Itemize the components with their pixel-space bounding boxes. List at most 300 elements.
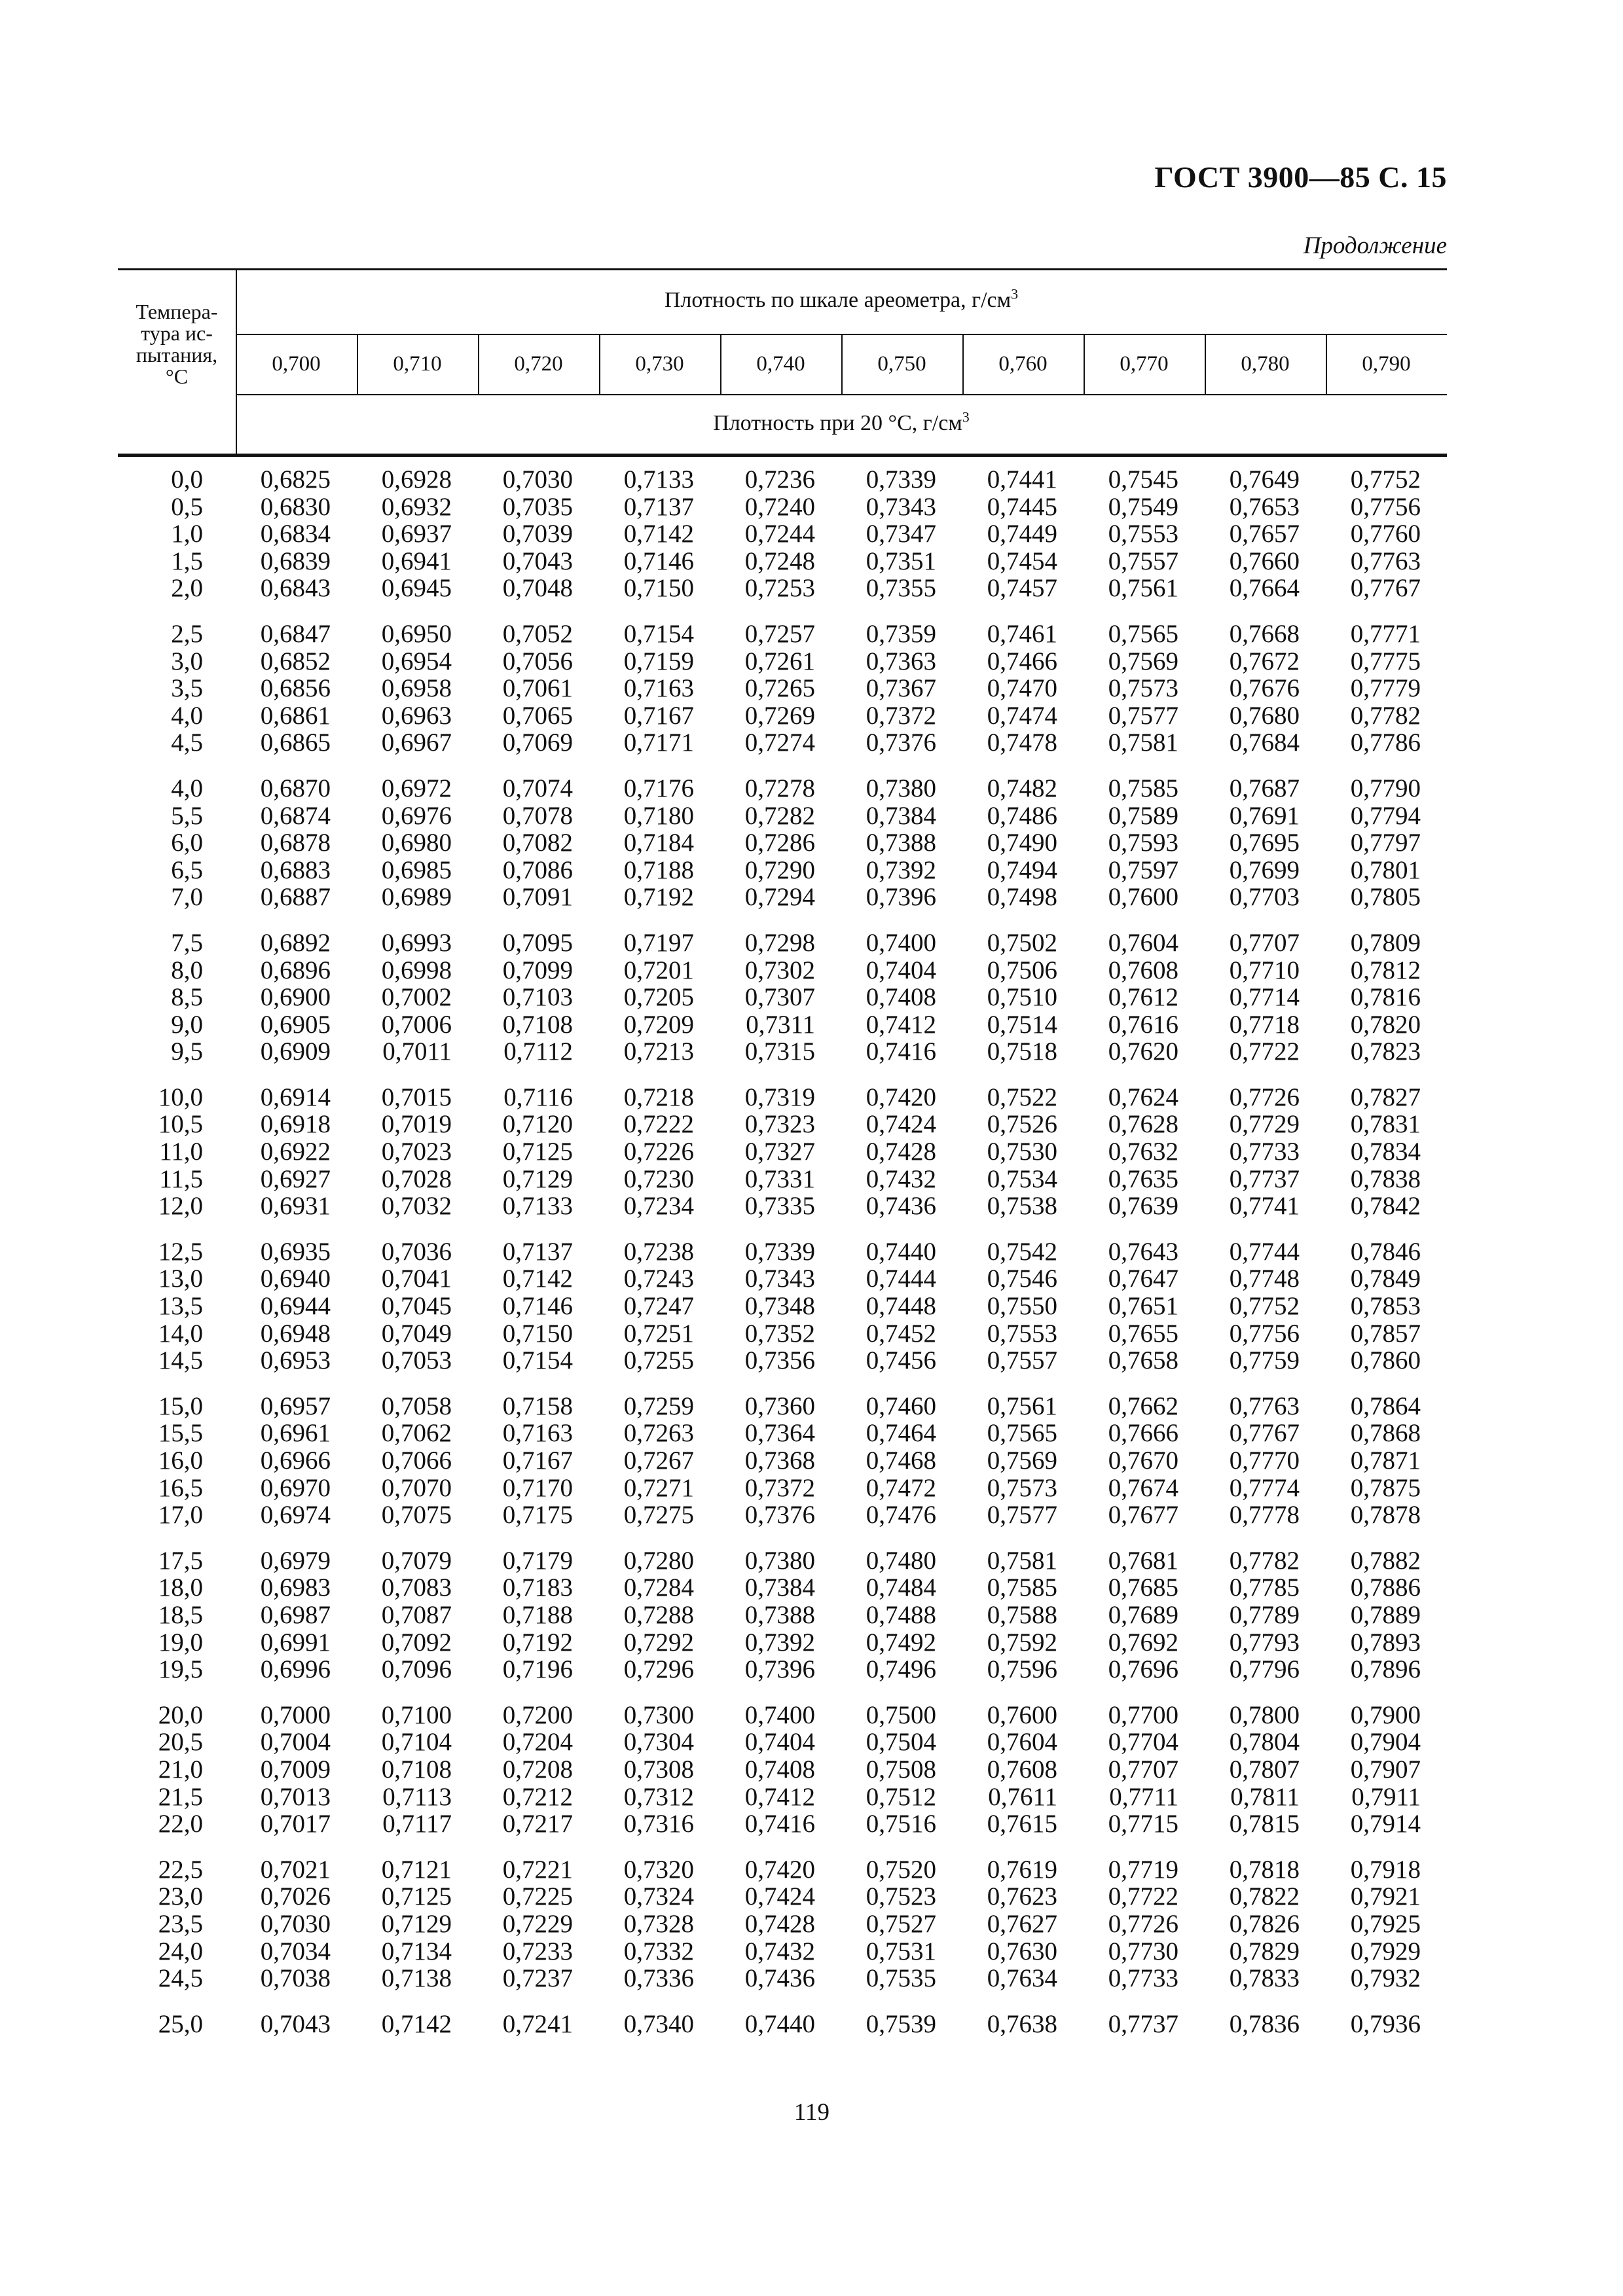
- temperature-cell: 22,0: [158, 1810, 203, 1839]
- density-cell: 0,7805: [1350, 883, 1421, 912]
- density-cell: 0,7263: [623, 1419, 694, 1448]
- unit-superscript: 3: [962, 408, 970, 425]
- density-cell: 0,7096: [381, 1655, 452, 1684]
- density-cell: 0,7581: [987, 1546, 1057, 1575]
- density-cell: 0,7896: [1350, 1655, 1421, 1684]
- temperature-cell: 4,0: [171, 701, 203, 730]
- row-group: [118, 1238, 1447, 1374]
- density-cell: 0,7339: [744, 1237, 815, 1266]
- density-cell: 0,7129: [502, 1164, 573, 1193]
- density-cell: 0,7104: [381, 1728, 452, 1757]
- density-cell: 0,7782: [1229, 1546, 1300, 1575]
- density-cell: 0,7257: [744, 619, 815, 648]
- density-cell: 0,7125: [381, 1882, 452, 1911]
- density-cell: 0,7838: [1350, 1164, 1421, 1193]
- density-cell: 0,6985: [381, 855, 452, 884]
- density-cell: 0,7527: [866, 1909, 936, 1938]
- density-cell: 0,7400: [744, 1700, 815, 1729]
- density-cell: 0,7506: [987, 956, 1057, 984]
- density-cell: 0,7286: [744, 829, 815, 857]
- table-row: [118, 1629, 1447, 1657]
- density-cell: 0,7561: [987, 1391, 1057, 1420]
- density-cell: 0,7756: [1229, 1319, 1300, 1348]
- density-cell: 0,7470: [987, 674, 1057, 703]
- density-cell: 0,6900: [260, 983, 331, 1012]
- density-cell: 0,6935: [260, 1237, 331, 1266]
- density-cell: 0,7823: [1350, 1037, 1421, 1066]
- density-cell: 0,7444: [866, 1265, 936, 1293]
- density-cell: 0,7550: [987, 1292, 1057, 1321]
- density-cell: 0,7100: [381, 1700, 452, 1729]
- density-cell: 0,7815: [1229, 1810, 1300, 1839]
- density-cell: 0,7695: [1229, 829, 1300, 857]
- temperature-cell: 17,5: [158, 1546, 203, 1575]
- density-cell: 0,7244: [744, 520, 815, 548]
- density-cell: 0,6948: [260, 1319, 331, 1348]
- density-cell: 0,7639: [1108, 1192, 1178, 1221]
- temperature-cell: 11,0: [159, 1138, 203, 1166]
- temperature-cell: 2,0: [171, 574, 203, 603]
- density-cell: 0,7213: [623, 1037, 694, 1066]
- density-cell: 0,7472: [866, 1473, 936, 1502]
- density-cell: 0,7811: [1230, 1782, 1300, 1811]
- temperature-cell: 0,0: [171, 465, 203, 493]
- header-lower-rule: [236, 394, 1447, 395]
- density-cell: 0,7420: [744, 1855, 815, 1884]
- density-cell: 0,7416: [866, 1037, 936, 1066]
- density-cell: 0,7722: [1229, 1037, 1300, 1066]
- density-cell: 0,7412: [744, 1782, 815, 1811]
- density-cell: 0,6945: [381, 574, 452, 603]
- density-cell: 0,7911: [1351, 1782, 1421, 1811]
- density-cell: 0,7112: [503, 1037, 573, 1066]
- density-cell: 0,7175: [502, 1501, 573, 1530]
- density-table-body: [118, 466, 1447, 2056]
- density-cell: 0,7324: [623, 1882, 694, 1911]
- density-cell: 0,7480: [866, 1546, 936, 1575]
- column-divider: [478, 334, 479, 394]
- density-cell: 0,7569: [1108, 647, 1178, 675]
- table-row: [118, 1574, 1447, 1602]
- density-cell: 0,7445: [987, 492, 1057, 521]
- density-cell: 0,6991: [260, 1628, 331, 1657]
- density-cell: 0,6998: [381, 956, 452, 984]
- density-cell: 0,6834: [260, 520, 331, 548]
- density-cell: 0,7871: [1350, 1446, 1421, 1475]
- density-cell: 0,7553: [1108, 520, 1178, 548]
- density-cell: 0,7271: [623, 1473, 694, 1502]
- table-row: [118, 1347, 1447, 1374]
- density-cell: 0,7657: [1229, 520, 1300, 548]
- density-cell: 0,7818: [1229, 1855, 1300, 1884]
- density-cell: 0,7296: [623, 1655, 694, 1684]
- density-cell: 0,7886: [1350, 1573, 1421, 1602]
- density-cell: 0,7208: [502, 1755, 573, 1784]
- column-divider: [841, 334, 843, 394]
- table-row: [118, 775, 1447, 802]
- density-cell: 0,7280: [623, 1546, 694, 1575]
- temperature-cell: 13,5: [158, 1292, 203, 1321]
- density-cell: 0,7209: [623, 1010, 694, 1039]
- density-cell: 0,7074: [502, 774, 573, 802]
- temperature-cell: 15,5: [158, 1419, 203, 1448]
- density-cell: 0,6896: [260, 956, 331, 984]
- density-cell: 0,7134: [381, 1937, 452, 1965]
- table-row: [118, 702, 1447, 730]
- density-cell: 0,7359: [866, 619, 936, 648]
- density-cell: 0,7004: [260, 1728, 331, 1757]
- density-cell: 0,7384: [744, 1573, 815, 1602]
- density-cell: 0,6983: [260, 1573, 331, 1602]
- table-row: [118, 1166, 1447, 1193]
- temperature-cell: 12,5: [158, 1237, 203, 1266]
- density-cell: 0,6987: [260, 1600, 331, 1629]
- density-cell: 0,7396: [866, 883, 936, 912]
- density-cell: 0,7653: [1229, 492, 1300, 521]
- density-cell: 0,7332: [623, 1937, 694, 1965]
- density-cell: 0,7508: [866, 1755, 936, 1784]
- density-cell: 0,7836: [1229, 2009, 1300, 2038]
- density-cell: 0,7707: [1229, 928, 1300, 957]
- density-cell: 0,7549: [1108, 492, 1178, 521]
- density-cell: 0,6966: [260, 1446, 331, 1475]
- hydrometer-density-text: Плотность по шкале ареометра, г/см: [664, 288, 1012, 312]
- density-cell: 0,7304: [623, 1728, 694, 1757]
- density-cell: 0,7307: [744, 983, 815, 1012]
- density-cell: 0,6865: [260, 728, 331, 757]
- density-cell: 0,7627: [987, 1909, 1057, 1938]
- table-row: [118, 1784, 1447, 1811]
- density-cell: 0,7696: [1108, 1655, 1178, 1684]
- density-cell: 0,6928: [381, 465, 452, 493]
- density-cell: 0,7066: [381, 1446, 452, 1475]
- density-cell: 0,7597: [1108, 855, 1178, 884]
- density-cell: 0,7372: [744, 1473, 815, 1502]
- density-cell: 0,7312: [623, 1782, 694, 1811]
- hydrometer-column-header: 0,780: [1241, 352, 1290, 376]
- density-cell: 0,7904: [1350, 1728, 1421, 1757]
- table-row: [118, 1111, 1447, 1138]
- table-row: [118, 1420, 1447, 1447]
- density-cell: 0,7711: [1109, 1782, 1178, 1811]
- density-cell: 0,7829: [1229, 1937, 1300, 1965]
- temperature-cell: 6,0: [171, 829, 203, 857]
- temperature-cell: 22,5: [158, 1855, 203, 1884]
- density-cell: 0,7921: [1350, 1882, 1421, 1911]
- temperature-column-header: [118, 301, 236, 387]
- density-cell: 0,7546: [987, 1265, 1057, 1293]
- density-cell: 0,7116: [503, 1083, 573, 1111]
- table-row: [118, 1193, 1447, 1220]
- density-cell: 0,7017: [260, 1810, 331, 1839]
- row-group: [118, 929, 1447, 1066]
- density-cell: 0,6950: [381, 619, 452, 648]
- density-cell: 0,7315: [744, 1037, 815, 1066]
- hydrometer-column-header: 0,790: [1362, 352, 1411, 376]
- density-cell: 0,7120: [502, 1110, 573, 1139]
- table-row: [118, 1265, 1447, 1293]
- density-cell: 0,7043: [260, 2009, 331, 2038]
- density-cell: 0,7300: [623, 1700, 694, 1729]
- density-cell: 0,7827: [1350, 1083, 1421, 1111]
- table-row: [118, 493, 1447, 521]
- density-cell: 0,7565: [987, 1419, 1057, 1448]
- density-cell: 0,7030: [502, 465, 573, 493]
- density-cell: 0,7849: [1350, 1265, 1421, 1293]
- density-cell: 0,7440: [744, 2009, 815, 2038]
- temperature-cell: 3,0: [171, 647, 203, 675]
- row-group: [118, 2011, 1447, 2038]
- density-cell: 0,7218: [623, 1083, 694, 1111]
- density-cell: 0,7623: [987, 1882, 1057, 1911]
- temperature-cell: 7,0: [171, 883, 203, 912]
- density-cell: 0,7611: [988, 1782, 1057, 1811]
- temperature-cell: 16,0: [158, 1446, 203, 1475]
- density-cell: 0,7392: [866, 855, 936, 884]
- density-cell: 0,7436: [744, 1964, 815, 1993]
- density-cell: 0,7078: [502, 801, 573, 830]
- density-cell: 0,7292: [623, 1628, 694, 1657]
- density-cell: 0,7251: [623, 1319, 694, 1348]
- density-cell: 0,6976: [381, 801, 452, 830]
- density-cell: 0,7638: [987, 2009, 1057, 2038]
- density-cell: 0,7816: [1350, 983, 1421, 1012]
- density-cell: 0,7320: [623, 1855, 694, 1884]
- density-cell: 0,7376: [866, 728, 936, 757]
- temperature-cell: 21,5: [158, 1782, 203, 1811]
- row-group: [118, 1547, 1447, 1683]
- density-cell: 0,7069: [502, 728, 573, 757]
- table-row: [118, 1656, 1447, 1683]
- density-cell: 0,7807: [1229, 1755, 1300, 1784]
- density-cell: 0,7684: [1229, 728, 1300, 757]
- density-cell: 0,7363: [866, 647, 936, 675]
- density-cell: 0,7718: [1229, 1010, 1300, 1039]
- density-cell: 0,7741: [1229, 1192, 1300, 1221]
- density-cell: 0,7767: [1350, 574, 1421, 603]
- density-cell: 0,7179: [502, 1546, 573, 1575]
- density-cell: 0,7748: [1229, 1265, 1300, 1293]
- row-group: [118, 1084, 1447, 1220]
- density-cell: 0,6870: [260, 774, 331, 802]
- density-cell: 0,7670: [1108, 1446, 1178, 1475]
- density-cell: 0,6914: [260, 1083, 331, 1111]
- density-cell: 0,7133: [502, 1192, 573, 1221]
- density-cell: 0,7011: [382, 1037, 452, 1066]
- density-cell: 0,7510: [987, 983, 1057, 1012]
- density-cell: 0,7154: [623, 619, 694, 648]
- density-cell: 0,7592: [987, 1628, 1057, 1657]
- density-cell: 0,7729: [1229, 1110, 1300, 1139]
- table-row: [118, 1547, 1447, 1575]
- density-cell: 0,7604: [1108, 928, 1178, 957]
- density-cell: 0,7079: [381, 1546, 452, 1575]
- density-cell: 0,6861: [260, 701, 331, 730]
- density-cell: 0,7925: [1350, 1909, 1421, 1938]
- column-divider: [1205, 334, 1206, 394]
- density-cell: 0,6843: [260, 574, 331, 603]
- table-row: [118, 1447, 1447, 1475]
- density-cell: 0,7142: [623, 520, 694, 548]
- density-cell: 0,7002: [381, 983, 452, 1012]
- density-cell: 0,7048: [502, 574, 573, 603]
- density-cell: 0,7142: [381, 2009, 452, 2038]
- density-cell: 0,6892: [260, 928, 331, 957]
- density-cell: 0,7864: [1350, 1391, 1421, 1420]
- density-cell: 0,7000: [260, 1700, 331, 1729]
- density-cell: 0,7878: [1350, 1501, 1421, 1530]
- density-cell: 0,7461: [987, 619, 1057, 648]
- temperature-cell: 10,0: [158, 1083, 203, 1111]
- density-cell: 0,7026: [260, 1882, 331, 1911]
- density-at-20-header: [236, 408, 1447, 436]
- density-cell: 0,7176: [623, 774, 694, 802]
- density-cell: 0,7907: [1350, 1755, 1421, 1784]
- density-cell: 0,7520: [866, 1855, 936, 1884]
- density-cell: 0,7662: [1108, 1391, 1178, 1420]
- density-cell: 0,7624: [1108, 1083, 1178, 1111]
- density-cell: 0,7424: [744, 1882, 815, 1911]
- density-cell: 0,7092: [381, 1628, 452, 1657]
- density-cell: 0,7408: [866, 983, 936, 1012]
- table-row: [118, 620, 1447, 648]
- density-cell: 0,7302: [744, 956, 815, 984]
- density-cell: 0,7666: [1108, 1419, 1178, 1448]
- temperature-cell: 10,5: [158, 1110, 203, 1139]
- density-cell: 0,7234: [623, 1192, 694, 1221]
- temperature-cell: 1,5: [171, 547, 203, 575]
- hydrometer-density-header: [236, 285, 1447, 313]
- density-cell: 0,7498: [987, 883, 1057, 912]
- density-cell: 0,7416: [744, 1810, 815, 1839]
- table-header: [118, 268, 1447, 458]
- density-cell: 0,7664: [1229, 574, 1300, 603]
- table-row: [118, 1320, 1447, 1348]
- density-cell: 0,7842: [1350, 1192, 1421, 1221]
- density-cell: 0,7347: [866, 520, 936, 548]
- density-cell: 0,7043: [502, 547, 573, 575]
- continuation-label: Продолжение: [1303, 232, 1447, 259]
- density-cell: 0,7857: [1350, 1319, 1421, 1348]
- temperature-cell: 14,0: [158, 1319, 203, 1348]
- density-cell: 0,7036: [381, 1237, 452, 1266]
- density-cell: 0,7655: [1108, 1319, 1178, 1348]
- density-cell: 0,7608: [987, 1755, 1057, 1784]
- density-cell: 0,7771: [1350, 619, 1421, 648]
- density-cell: 0,7794: [1350, 801, 1421, 830]
- density-cell: 0,7327: [744, 1138, 815, 1166]
- density-cell: 0,6970: [260, 1473, 331, 1502]
- density-cell: 0,7680: [1229, 701, 1300, 730]
- density-cell: 0,7247: [623, 1292, 694, 1321]
- density-cell: 0,7914: [1350, 1810, 1421, 1839]
- density-cell: 0,7730: [1108, 1937, 1178, 1965]
- temperature-cell: 15,0: [158, 1391, 203, 1420]
- density-cell: 0,7785: [1229, 1573, 1300, 1602]
- table-row: [118, 1856, 1447, 1884]
- density-cell: 0,7086: [502, 855, 573, 884]
- density-cell: 0,7150: [502, 1319, 573, 1348]
- temp-header-line: тура ис-: [141, 321, 213, 345]
- density-cell: 0,7278: [744, 774, 815, 802]
- density-cell: 0,7457: [987, 574, 1057, 603]
- temperature-cell: 14,5: [158, 1346, 203, 1375]
- density-cell: 0,7703: [1229, 883, 1300, 912]
- density-cell: 0,7468: [866, 1446, 936, 1475]
- density-cell: 0,7674: [1108, 1473, 1178, 1502]
- temperature-cell: 24,0: [158, 1937, 203, 1965]
- density-cell: 0,7737: [1229, 1164, 1300, 1193]
- density-cell: 0,7722: [1108, 1882, 1178, 1911]
- density-cell: 0,6989: [381, 883, 452, 912]
- density-cell: 0,7585: [1108, 774, 1178, 802]
- density-cell: 0,7201: [623, 956, 694, 984]
- density-cell: 0,6852: [260, 647, 331, 675]
- density-cell: 0,7255: [623, 1346, 694, 1375]
- row-group: [118, 466, 1447, 602]
- density-cell: 0,7240: [744, 492, 815, 521]
- density-cell: 0,7188: [623, 855, 694, 884]
- density-cell: 0,7167: [623, 701, 694, 730]
- table-row: [118, 1293, 1447, 1320]
- density-cell: 0,6839: [260, 547, 331, 575]
- density-cell: 0,7834: [1350, 1138, 1421, 1166]
- density-cell: 0,7053: [381, 1346, 452, 1375]
- density-cell: 0,7083: [381, 1573, 452, 1602]
- density-cell: 0,7225: [502, 1882, 573, 1911]
- row-group: [118, 1856, 1447, 1992]
- density-cell: 0,7436: [866, 1192, 936, 1221]
- density-cell: 0,7615: [987, 1810, 1057, 1839]
- density-cell: 0,7045: [381, 1292, 452, 1321]
- density-cell: 0,7222: [623, 1110, 694, 1139]
- density-cell: 0,7137: [623, 492, 694, 521]
- density-cell: 0,7380: [866, 774, 936, 802]
- density-cell: 0,6922: [260, 1138, 331, 1166]
- density-cell: 0,6909: [260, 1037, 331, 1066]
- density-cell: 0,6927: [260, 1164, 331, 1193]
- density-cell: 0,7752: [1229, 1292, 1300, 1321]
- density-cell: 0,7039: [502, 520, 573, 548]
- density-cell: 0,7801: [1350, 855, 1421, 884]
- density-cell: 0,7786: [1350, 728, 1421, 757]
- table-row: [118, 1138, 1447, 1166]
- column-divider: [1084, 334, 1085, 394]
- density-cell: 0,7647: [1108, 1265, 1178, 1293]
- density-cell: 0,7585: [987, 1573, 1057, 1602]
- table-row: [118, 1475, 1447, 1502]
- column-divider: [1326, 334, 1327, 394]
- density-cell: 0,7188: [502, 1600, 573, 1629]
- header-bottom-rule: [118, 454, 1447, 457]
- density-cell: 0,7630: [987, 1937, 1057, 1965]
- density-cell: 0,6856: [260, 674, 331, 703]
- density-cell: 0,7619: [987, 1855, 1057, 1884]
- density-cell: 0,7138: [381, 1964, 452, 1993]
- density-cell: 0,7348: [744, 1292, 815, 1321]
- density-cell: 0,7774: [1229, 1473, 1300, 1502]
- density-cell: 0,7452: [866, 1319, 936, 1348]
- temperature-cell: 9,5: [171, 1037, 203, 1066]
- density-cell: 0,7692: [1108, 1628, 1178, 1657]
- density-cell: 0,7460: [866, 1391, 936, 1420]
- density-cell: 0,7689: [1108, 1600, 1178, 1629]
- density-cell: 0,7484: [866, 1573, 936, 1602]
- density-cell: 0,7600: [987, 1700, 1057, 1729]
- density-cell: 0,7432: [866, 1164, 936, 1193]
- density-cell: 0,7522: [987, 1083, 1057, 1111]
- density-cell: 0,7367: [866, 674, 936, 703]
